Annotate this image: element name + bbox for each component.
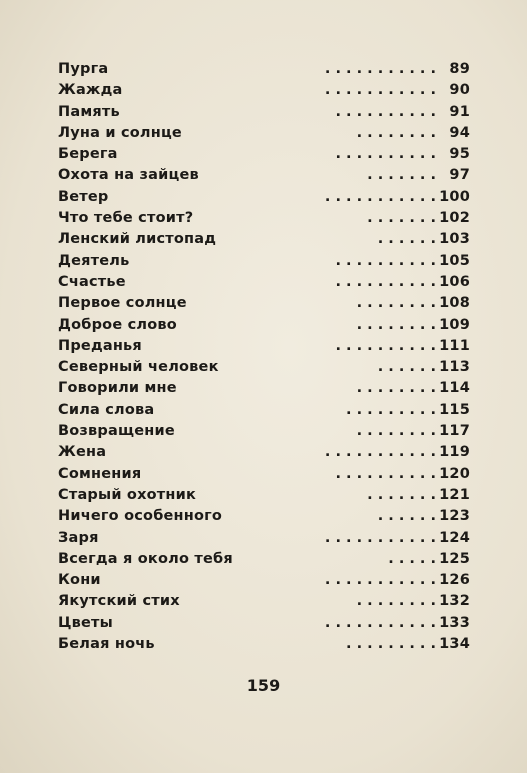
toc-entry-page: 109 <box>439 316 470 333</box>
toc-entry-page: 126 <box>439 572 470 589</box>
toc-entry <box>58 315 470 336</box>
toc-entry-page: 100 <box>439 188 470 205</box>
toc-entry <box>58 165 470 186</box>
toc-dot-leader: . . . . . . . . . . . <box>324 444 436 461</box>
toc-entry <box>58 59 470 80</box>
toc-entry-page: 102 <box>439 210 470 227</box>
toc-entry-page: 120 <box>439 465 470 482</box>
toc-entry-page: 108 <box>439 295 470 312</box>
toc-dot-leader: . . . . . . . . <box>356 593 436 610</box>
toc-entry-title: Белая ночь <box>58 636 155 653</box>
toc-entry <box>58 549 470 570</box>
toc-entry-page: 89 <box>449 61 470 77</box>
toc-entry <box>58 400 470 421</box>
toc-entry-page: 119 <box>439 444 470 461</box>
toc-dot-leader: . . . . . . . <box>367 210 436 227</box>
toc-entry <box>58 442 470 463</box>
toc-entry-page: 121 <box>439 486 470 503</box>
toc-dot-leader: . . . . . . . . <box>356 316 436 333</box>
toc-dot-leader: . . . . . . <box>377 231 436 248</box>
toc-entry-title: Доброе слово <box>58 316 177 333</box>
toc-entry-page: 91 <box>449 103 470 120</box>
toc-entry-page: 95 <box>449 146 470 163</box>
toc-entry-page: 134 <box>439 636 470 653</box>
toc-dot-leader: . . . . . . . . . . . <box>324 188 436 205</box>
toc-entry <box>58 229 470 250</box>
toc-entry <box>58 357 470 378</box>
toc-entry-title: Что тебе стоит? <box>58 210 194 227</box>
toc-entry-title: Заря <box>58 529 99 546</box>
toc-entry <box>58 251 470 272</box>
toc-dot-leader: . . . . . . . <box>367 167 436 184</box>
toc-dot-leader: . . . . . . . . <box>356 423 436 440</box>
toc-entry-page: 123 <box>439 508 470 525</box>
toc-entry-title: Говорили мне <box>58 380 177 397</box>
toc-entry-page: 132 <box>439 593 470 610</box>
toc-dot-leader: . . . . . . . . . . <box>335 465 436 482</box>
toc-dot-leader: . . . . . . . . . . . <box>324 82 436 99</box>
toc-entry-page: 97 <box>449 167 470 184</box>
toc-entry-page: 111 <box>439 337 470 354</box>
toc-entry <box>58 485 470 506</box>
toc-dot-leader: . . . . . . . . <box>356 124 436 141</box>
toc-dot-leader: . . . . . . . . . . <box>335 252 436 269</box>
toc-dot-leader: . . . . . . . <box>367 486 436 503</box>
toc-entry-page: 124 <box>439 529 470 546</box>
toc-entry-page: 106 <box>439 273 470 290</box>
page-number: 159 <box>246 676 281 695</box>
toc-dot-leader: . . . . . . . . <box>356 295 436 312</box>
toc-entry-page: 103 <box>439 231 470 248</box>
toc-entry <box>58 208 470 229</box>
toc-entry <box>58 144 470 165</box>
toc-entry-title: Пурга <box>58 61 109 77</box>
toc-entry-page: 114 <box>439 380 470 397</box>
toc-entry <box>58 506 470 527</box>
toc-dot-leader: . . . . . . . . <box>356 380 436 397</box>
toc-entry-title: Ничего особенного <box>58 508 223 525</box>
toc-entry-title: Кони <box>58 572 101 589</box>
toc-entry <box>58 570 470 591</box>
toc-dot-leader: . . . . . . . . . . <box>335 146 436 163</box>
toc-entry <box>58 272 470 293</box>
toc-entry-page: 125 <box>439 550 470 567</box>
toc-entry-title: Берега <box>58 146 118 163</box>
toc-entry <box>58 613 470 634</box>
toc-dot-leader: . . . . . . . . . . <box>335 273 436 290</box>
toc-entry-title: Возвращение <box>58 423 175 440</box>
toc-entry <box>58 591 470 612</box>
toc-dot-leader: . . . . . . <box>377 359 436 376</box>
toc-entry <box>58 187 470 208</box>
toc-entry <box>58 336 470 357</box>
toc-entry-title: Северный человек <box>58 359 219 376</box>
toc-entry <box>58 421 470 442</box>
toc-entry <box>58 528 470 549</box>
toc-dot-leader: . . . . . . . . . . . <box>324 529 436 546</box>
toc-entry-title: Цветы <box>58 614 113 631</box>
toc-entry-title: Жажда <box>58 82 123 99</box>
toc-entry-title: Жена <box>58 444 107 461</box>
toc-entry-title: Ветер <box>58 188 109 205</box>
toc-entry-title: Охота на зайцев <box>58 167 199 184</box>
toc-entry-title: Сила слова <box>58 401 155 418</box>
toc-entry-page: 105 <box>439 252 470 269</box>
toc-entry-title: Память <box>58 103 120 120</box>
toc-entry-title: Ленский листопад <box>58 231 217 248</box>
toc-entry-page: 113 <box>439 359 470 376</box>
toc-dot-leader: . . . . . . . . . . <box>335 103 436 120</box>
toc-entry-title: Сомнения <box>58 465 142 482</box>
toc-entry-title: Старый охотник <box>58 486 197 503</box>
toc-entry-page: 133 <box>439 614 470 631</box>
toc-entry <box>58 293 470 314</box>
toc-entry-page: 94 <box>449 124 470 141</box>
toc-entry <box>58 634 470 655</box>
toc-dot-leader: . . . . . . . . . . <box>335 337 436 354</box>
toc-dot-leader: . . . . . . . . . <box>346 401 436 418</box>
toc-entry-title: Счастье <box>58 273 126 290</box>
toc-entry-title: Преданья <box>58 337 142 354</box>
toc-dot-leader: . . . . . <box>388 550 436 567</box>
toc-dot-leader: . . . . . . . . . . . <box>324 614 436 631</box>
toc-entry-page: 117 <box>439 423 470 440</box>
toc-entry <box>58 80 470 101</box>
toc-dot-leader: . . . . . . . . . . . <box>324 572 436 589</box>
toc-entry-page: 115 <box>439 401 470 418</box>
toc-entry <box>58 123 470 144</box>
toc-entry <box>58 102 470 123</box>
toc-entry <box>58 378 470 399</box>
toc-dot-leader: . . . . . . <box>377 508 436 525</box>
toc-entry-title: Луна и солнце <box>58 124 182 141</box>
toc-entry-title: Деятель <box>58 252 130 269</box>
toc-entry-title: Всегда я около тебя <box>58 550 233 567</box>
toc-dot-leader: . . . . . . . . . <box>346 636 436 653</box>
toc-entry <box>58 464 470 485</box>
toc-entry-page: 90 <box>449 82 470 99</box>
toc-entry-title: Якутский стих <box>58 593 180 610</box>
toc-dot-leader: . . . . . . . . . . . <box>324 61 436 77</box>
toc-entry-title: Первое солнце <box>58 295 187 312</box>
table-of-contents <box>58 59 470 655</box>
